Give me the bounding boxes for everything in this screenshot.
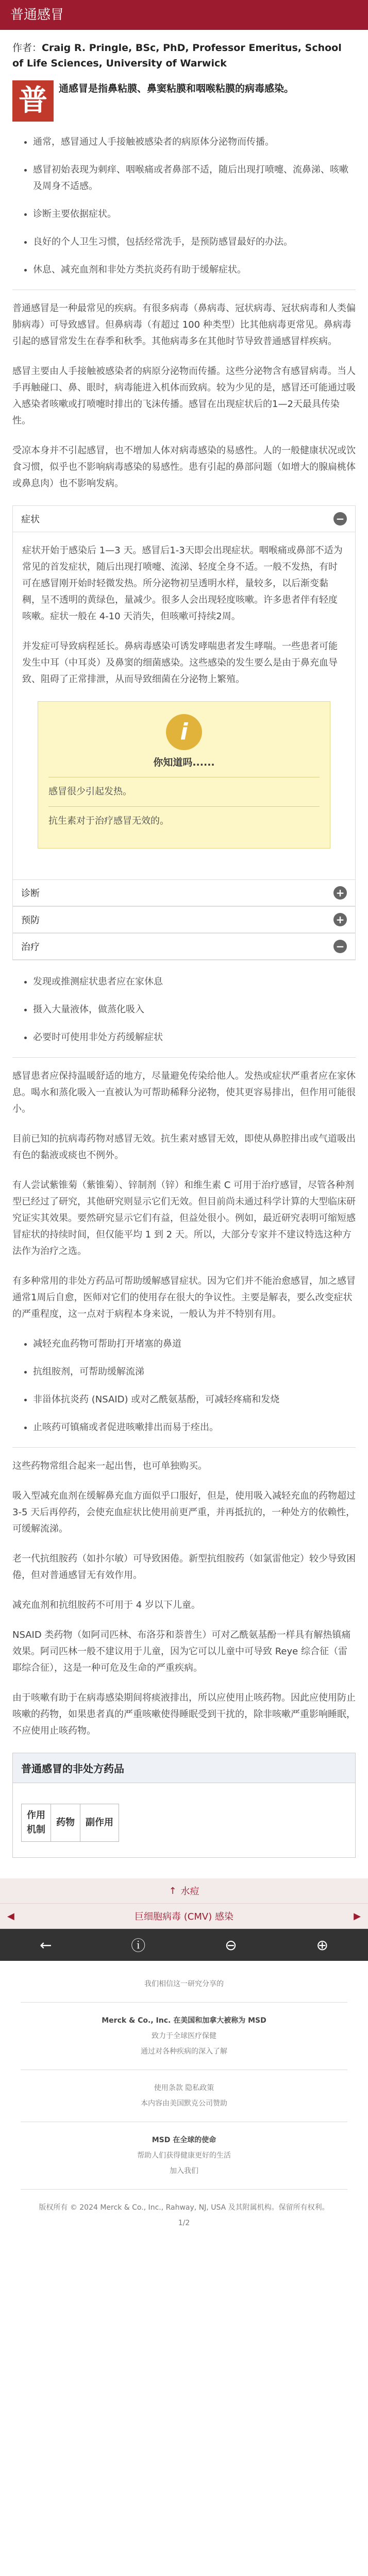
paragraph: 目前已知的抗病毒药物对感冒无效。抗生素对感冒无效，即使从鼻腔排出或气道吸出有色的黏液或痰也不例外。 (12, 1133, 356, 1161)
symptoms-body (13, 532, 355, 879)
paragraph: 吸入型减充血剂在缓解鼻充血方面似乎口服好，但是，使用吸入减轻充血的药物超过 3-5 天后再停药，会使充血症状比使用前更严重，并再抵抗的，一种处方的依赖性，可缓解流涕。 (12, 1490, 356, 1534)
treatment-points (12, 974, 356, 1046)
key-point: • 必要时可使用非处方药缓解症状 (33, 1029, 356, 1046)
symptoms-section (12, 505, 356, 880)
prev-topic-label: 水痘 (180, 1886, 199, 1897)
intro-text: 通感冒是指鼻粘膜、鼻窦粘膜和咽喉粘膜的病毒感染。 (59, 83, 294, 94)
article-content (0, 40, 368, 1858)
footer-line: 帮助人们获得健康更好的生活 (137, 2151, 231, 2160)
divider (12, 1447, 356, 1448)
section-title: 治疗 (21, 942, 40, 953)
paragraph: 受凉本身并不引起感冒，也不增加人体对病毒感染的易感性。人的一般健康状况或饮食习惯，似乎也不影响病毒感染的易感性。患有引起的鼻部问题（如增大的腺扁桃体或鼻息肉）也不影响发病。 (12, 445, 356, 489)
author-line (12, 40, 356, 71)
paragraph: 有多种常用的非处方药品可帮助缓解感冒症状。因为它们并不能治愈感冒，加之感冒通常1周后自愈，医师对它们的使用存在很大的争议性。主要是解表，要么改变症状的严重程度，这一点对于病程本身来说，一般认为并不特别有用。 (12, 1276, 356, 1319)
section-header-treatment[interactable] (13, 934, 355, 960)
paragraph: 症状开始于感染后 1—3 天。感冒后1-3天即会出现症状。咽喉痛或鼻部不适为常见的首发症状，随后出现打喷嚏、流涕、轻度全身不适。一般不发热，有时可在感冒刚开始时轻微发热。所分泌物初呈透明水样，量较多，以后渐变黏稠，呈不透明的黄绿色，量减少。很多人会出现轻度咳嗽。许多患者伴有轻度咳嗽。症状一般在 4-10 天消失，但咳嗽可持续2周。 (22, 545, 343, 622)
page-header (0, 0, 368, 30)
header-title: 普通感冒 (10, 7, 64, 23)
page-indicator: 1/2 (178, 2219, 190, 2227)
table-title: 普通感冒的非处方药品 (13, 1753, 355, 1783)
up-arrow-icon: ↑ (169, 1885, 177, 1896)
footer-line: 致力于全球医疗保健 (152, 2032, 216, 2040)
key-point: • 良好的个人卫生习惯，包括经常洗手，是预防感冒最好的办法。 (33, 234, 356, 250)
intro (12, 80, 356, 122)
paragraph: 感冒患者应保持温暖舒适的地方，尽量避免传染给他人。发热或症状严重者应在家休息。喝水和蒸化吸入一直被认为可帮助稀释分泌物，使其更容易排出，但作用可能很小。 (12, 1071, 356, 1114)
key-points (12, 134, 356, 278)
table-row (22, 1804, 119, 1842)
collapse-icon[interactable]: − (333, 940, 347, 953)
footer-link[interactable]: 加入我们 (170, 2167, 198, 2175)
treatment-section (12, 934, 356, 960)
collapse-icon[interactable]: − (333, 512, 347, 526)
diagnosis-section (12, 880, 356, 907)
key-point: • 诊断主要依据症状。 (33, 206, 356, 223)
key-point: • 休息、减充血剂和非处方类抗炎药有助于缓解症状。 (33, 262, 356, 278)
table-header-mechanism: 作用 机制 (22, 1804, 51, 1842)
table-header-side-effects: 副作用 (80, 1804, 119, 1842)
page-footer (0, 1961, 368, 2246)
expand-icon[interactable]: + (333, 913, 347, 926)
did-you-know-box (38, 701, 330, 849)
footer-line: Merck & Co., Inc. 在美国和加拿大被称为 MSD (102, 2016, 266, 2025)
paragraph: NSAID 类药物（如阿司匹林、布洛芬和萘普生）可对乙酰氨基酚一样具有解热镇痛效果。阿司匹林一般不建议用于儿童，因为它可以儿童中可导致 Reye 综合征（雷耶综合征），这是一种可危及生命的严重疾病。 (12, 1630, 351, 1673)
paragraph: 普通感冒是一种最常见的疾病。有很多病毒（鼻病毒、冠状病毒、冠状病毒和人类偏肺病毒）可导致感冒。但鼻病毒（有超过 100 种类型）比其他病毒更常见。鼻病毒引起的感冒常发生在春季和秋季。其他病毒多在其他时节导致普通感冒样疾病。 (12, 303, 356, 347)
footer-link[interactable]: 使用条款 隐私政策 (154, 2084, 214, 2092)
table-header-drug: 药物 (51, 1804, 80, 1842)
prevention-section (12, 907, 356, 934)
paragraph: 有人尝试紫锥菊（紫锥菊）、锌制剂（锌）和维生素 C 可用于治疗感冒，尽管各种剂型已经过了研究，其他研究则显示它们无效。但目前尚未通过科学计算的大型临床研究证实其效果。要然研究显示它们有益，但益处很小。例如，最近研究表明可缩短感冒症状的持续时间，但仅能平均 1 到 2 天。所以，大部分专家并不建议特选这种方法作为治疗之选。 (12, 1180, 356, 1257)
otc-drugs-table (21, 1804, 119, 1842)
key-point: • 感冒初始表现为刺痒、咽喉痛或者鼻部不适，随后出现打喷嚏、流鼻涕、咳嗽及周身不适感。 (33, 162, 356, 195)
divider (21, 2002, 347, 2003)
paragraph: 感冒主要由人手接触被感染者的病原分泌物而传播。这些分泌物含有感冒病毒。当人手再触碰口、鼻、眼时，病毒能进入机体而致病。较为少见的是，感冒还可能通过吸入感染者咳嗽或打喷嚏时排出的飞沫传播。感冒在出现症状后的1—2天最具传染性。 (12, 366, 356, 426)
key-point: • 发现或推测症状患者应在家休息 (33, 974, 356, 990)
zoom-in-icon[interactable]: ⊕ (316, 1936, 329, 1954)
footer-line: MSD 在全球的使命 (152, 2136, 216, 2144)
copyright: 版权所有 © 2024 Merck & Co., Inc., Rahway, NJ, USA 及其附属机构。保留所有权利。 (39, 2204, 329, 2212)
relief-points (12, 1336, 356, 1436)
author-label: 作者： (12, 42, 42, 54)
divider (21, 2189, 347, 2190)
key-point: • 减轻充血药物可帮助打开堵塞的鼻道 (33, 1336, 356, 1352)
key-point: • 止咳药可镇痛或者促进咳嗽排出而易于痊出。 (33, 1419, 356, 1436)
fact-line: 感冒很少引起发热。 (48, 777, 320, 806)
dropcap: 普 (12, 80, 54, 122)
section-header-diagnosis[interactable] (13, 880, 355, 906)
section-title: 症状 (21, 514, 40, 525)
key-point: • 非甾体抗炎药 (NSAID) 或对乙酰氨基酚，可减轻疼痛和发烧 (33, 1392, 356, 1408)
zoom-out-icon[interactable]: ⊖ (225, 1936, 237, 1954)
section-title: 预防 (21, 915, 40, 926)
footer-line: 本内容由美国默克公司赞助 (141, 2099, 227, 2108)
section-title: 诊断 (21, 888, 40, 899)
bottom-toolbar (0, 1929, 368, 1961)
divider (12, 1057, 356, 1058)
related-links (0, 1878, 368, 1929)
paragraph: 减充血剂和抗组胺药不可用于 4 岁以下儿童。 (12, 1600, 200, 1611)
section-header-prevention[interactable] (13, 907, 355, 933)
next-arrow-icon[interactable]: ▶ (354, 1910, 361, 1922)
footer-line: 通过对各种疾病的深入了解 (141, 2047, 227, 2056)
footer-line: 我们相信这一研究分享的 (144, 1980, 224, 1988)
paragraph: 这些药物常组合起来一起出售，也可单独购买。 (12, 1461, 207, 1471)
back-arrow-icon[interactable]: ← (39, 1936, 52, 1954)
author-name: Craig R. Pringle, BSc, PhD, Professor Emeritus, School of Life Sciences, University of Warwick (12, 42, 342, 69)
key-point: • 抗组胺剂，可帮助缓解流涕 (33, 1364, 356, 1380)
expand-icon[interactable]: + (333, 886, 347, 900)
paragraph: 由于咳嗽有助于在病毒感染期间将痰液排出，所以应使用止咳药物。因此应使用防止咳嗽的药物，如果患者真的严重咳嗽使得睡眠受到干扰的，除非咳嗽严重影响睡眠，不应使用止咳药物。 (12, 1692, 356, 1736)
next-topic-label: 巨细胞病毒 (CMV) 感染 (135, 1911, 233, 1922)
prev-arrow-icon[interactable]: ◀ (7, 1910, 14, 1922)
otc-drugs-table-box (12, 1753, 356, 1858)
paragraph: 并发症可导致病程延长。鼻病毒感染可诱发哮喘患者发生哮喘。一些患者可能发生中耳（中耳炎）及鼻窦的细菌感染。这些感染的发生要么是由于鼻充血导致、阻碍了正常排泄，从而导致细菌在分泌物上繁殖。 (22, 641, 338, 685)
fact-line: 抗生素对于治疗感冒无效的。 (48, 806, 320, 836)
prev-topic-link[interactable] (0, 1878, 368, 1904)
info-icon: i (166, 714, 202, 750)
next-topic-link[interactable] (0, 1904, 368, 1929)
paragraph: 老一代抗组胺药（如扑尔敏）可导致困倦。新型抗组胺药（如氯雷他定）较少导致困倦，但对普通感冒无有效作用。 (12, 1553, 356, 1581)
fact-title: 你知道吗...... (153, 757, 215, 768)
key-point: • 摄入大量液体，做蒸化吸入 (33, 1002, 356, 1018)
section-header-symptoms[interactable] (13, 506, 355, 532)
key-point: • 通常，感冒通过人手接触被感染者的病原体分泌物而传播。 (33, 134, 356, 150)
info-icon[interactable]: ⓘ (131, 1937, 146, 1954)
